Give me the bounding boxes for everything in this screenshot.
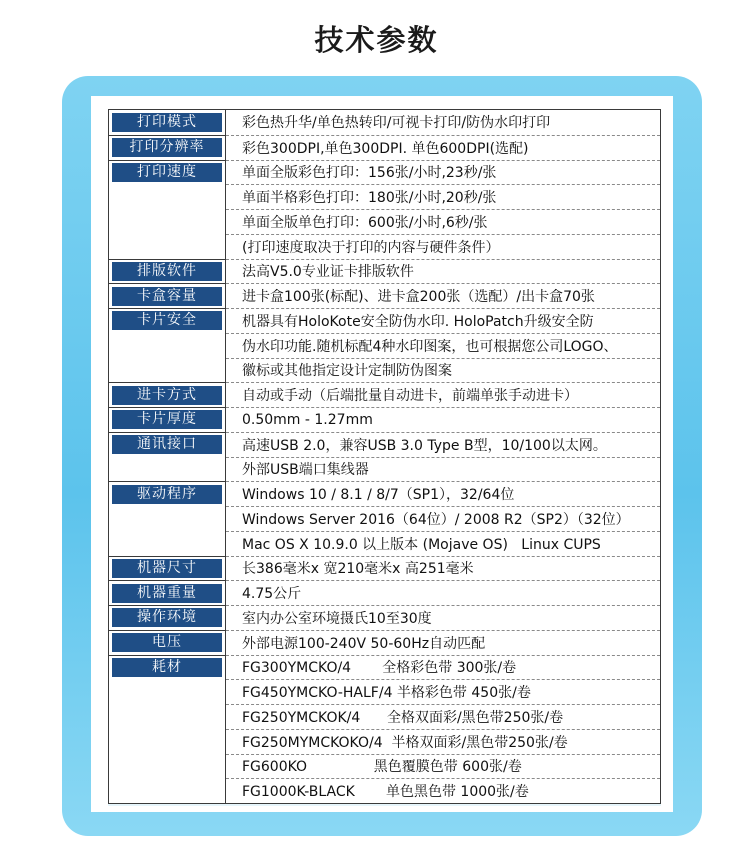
spec-label-cell — [109, 110, 226, 135]
spec-row — [109, 630, 660, 655]
spec-value: 外部USB端口集线器 — [226, 457, 660, 482]
spec-label: 打印速度 — [112, 163, 222, 182]
spec-value: FG300YMCKO/4 全格彩色带 300张/卷 — [226, 655, 660, 680]
spec-label-cell — [109, 184, 226, 209]
spec-label: 机器重量 — [112, 584, 222, 603]
spec-value: 单面全版单色打印：600张/小时,6秒/张 — [226, 209, 660, 234]
spec-value: 0.50mm - 1.27mm — [226, 407, 660, 432]
spec-value: 法高V5.0专业证卡排版软件 — [226, 259, 660, 284]
spec-row — [109, 729, 660, 754]
spec-value: 4.75公斤 — [226, 580, 660, 605]
spec-label: 机器尺寸 — [112, 559, 222, 578]
spec-label-cell — [109, 729, 226, 754]
spec-row — [109, 333, 660, 358]
spec-row — [109, 259, 660, 284]
spec-row — [109, 432, 660, 457]
spec-row — [109, 531, 660, 556]
spec-row — [109, 605, 660, 630]
spec-label-cell — [109, 481, 226, 506]
spec-label-cell — [109, 234, 226, 259]
spec-label: 卡盒容量 — [112, 287, 222, 306]
spec-value: 进卡盒100张(标配)、进卡盒200张（选配）/出卡盒70张 — [226, 283, 660, 308]
spec-value: FG450YMCKO-HALF/4 半格彩色带 450张/卷 — [226, 679, 660, 704]
page-title: 技术参数 — [314, 23, 439, 57]
spec-row — [109, 679, 660, 704]
spec-row — [109, 283, 660, 308]
spec-value: Mac OS X 10.9.0 以上版本 (Mojave OS) Linux CUPS — [226, 531, 660, 556]
spec-label-cell — [109, 358, 226, 383]
spec-row — [109, 160, 660, 185]
spec-label-cell — [109, 679, 226, 704]
spec-value: 室内办公室环境摄氏10至30度 — [226, 605, 660, 630]
spec-row — [109, 556, 660, 581]
spec-label: 操作环境 — [112, 608, 222, 627]
spec-label-cell — [109, 778, 226, 803]
spec-row — [109, 778, 660, 803]
spec-label-cell — [109, 209, 226, 234]
spec-label-cell — [109, 531, 226, 556]
spec-row — [109, 407, 660, 432]
spec-row — [109, 457, 660, 482]
spec-value: 伪水印功能.随机标配4种水印图案，也可根据您公司LOGO、 — [226, 333, 660, 358]
spec-table — [108, 109, 661, 804]
spec-label-cell — [109, 283, 226, 308]
spec-value: 机器具有HoloKote安全防伪水印. HoloPatch升级安全防 — [226, 308, 660, 333]
spec-label-cell — [109, 655, 226, 680]
spec-value: 单面全版彩色打印：156张/小时,23秒/张 — [226, 160, 660, 185]
spec-label-cell — [109, 506, 226, 531]
spec-label-cell — [109, 605, 226, 630]
spec-label: 电压 — [112, 633, 222, 652]
spec-label: 卡片厚度 — [112, 410, 222, 429]
spec-value: 彩色300DPI,单色300DPI. 单色600DPI(选配) — [226, 135, 660, 160]
spec-value: (打印速度取决于打印的内容与硬件条件） — [226, 234, 660, 259]
spec-value: 高速USB 2.0，兼容USB 3.0 Type B型，10/100以太网。 — [226, 432, 660, 457]
spec-label-cell — [109, 704, 226, 729]
spec-value: Windows Server 2016（64位）/ 2008 R2（SP2）（32位） — [226, 506, 660, 531]
spec-label-cell — [109, 308, 226, 333]
spec-row — [109, 308, 660, 333]
spec-value: FG250MYMCKOKO/4 半格双面彩/黑色带250张/卷 — [226, 729, 660, 754]
spec-label: 打印分辨率 — [112, 138, 222, 157]
spec-value: 自动或手动（后端批量自动进卡，前端单张手动进卡） — [226, 382, 660, 407]
spec-row — [109, 209, 660, 234]
spec-row — [109, 135, 660, 160]
spec-label: 驱动程序 — [112, 485, 222, 504]
spec-label-cell — [109, 160, 226, 185]
spec-label: 排版软件 — [112, 262, 222, 281]
spec-row — [109, 704, 660, 729]
spec-label-cell — [109, 333, 226, 358]
spec-label-cell — [109, 580, 226, 605]
spec-value: FG250YMCKOK/4 全格双面彩/黑色带250张/卷 — [226, 704, 660, 729]
spec-label: 进卡方式 — [112, 386, 222, 405]
spec-row — [109, 382, 660, 407]
spec-row — [109, 184, 660, 209]
spec-label-cell — [109, 432, 226, 457]
spec-row — [109, 110, 660, 135]
spec-label: 通讯接口 — [112, 435, 222, 454]
spec-value: 彩色热升华/单色热转印/可视卡打印/防伪水印打印 — [242, 115, 551, 132]
spec-row — [109, 506, 660, 531]
spec-value: 徽标或其他指定设计定制防伪图案 — [226, 358, 660, 383]
spec-label-cell — [109, 259, 226, 284]
spec-row — [109, 655, 660, 680]
spec-label: 耗材 — [112, 658, 222, 677]
spec-label: 卡片安全 — [112, 311, 222, 330]
spec-label-cell — [109, 754, 226, 779]
spec-value: FG600KO 黑色覆膜色带 600张/卷 — [226, 754, 660, 779]
spec-value: 外部电源100-240V 50-60Hz自动匹配 — [226, 630, 660, 655]
spec-label-cell — [109, 382, 226, 407]
spec-row — [109, 754, 660, 779]
spec-value: FG1000K-BLACK 单色黑色带 1000张/卷 — [226, 778, 660, 803]
spec-row — [109, 234, 660, 259]
spec-label-cell — [109, 135, 226, 160]
spec-label-cell — [109, 407, 226, 432]
spec-row — [109, 580, 660, 605]
spec-row — [109, 481, 660, 506]
spec-label-cell — [109, 630, 226, 655]
spec-value: 长386毫米x 宽210毫米x 高251毫米 — [226, 556, 660, 581]
spec-label-cell — [109, 556, 226, 581]
spec-value: Windows 10 / 8.1 / 8/7（SP1），32/64位 — [226, 481, 660, 506]
spec-label-cell — [109, 457, 226, 482]
table-bottom-edge — [108, 804, 661, 806]
spec-label: 打印模式 — [112, 113, 222, 132]
spec-row — [109, 358, 660, 383]
spec-value: 单面半格彩色打印：180张/小时,20秒/张 — [226, 184, 660, 209]
